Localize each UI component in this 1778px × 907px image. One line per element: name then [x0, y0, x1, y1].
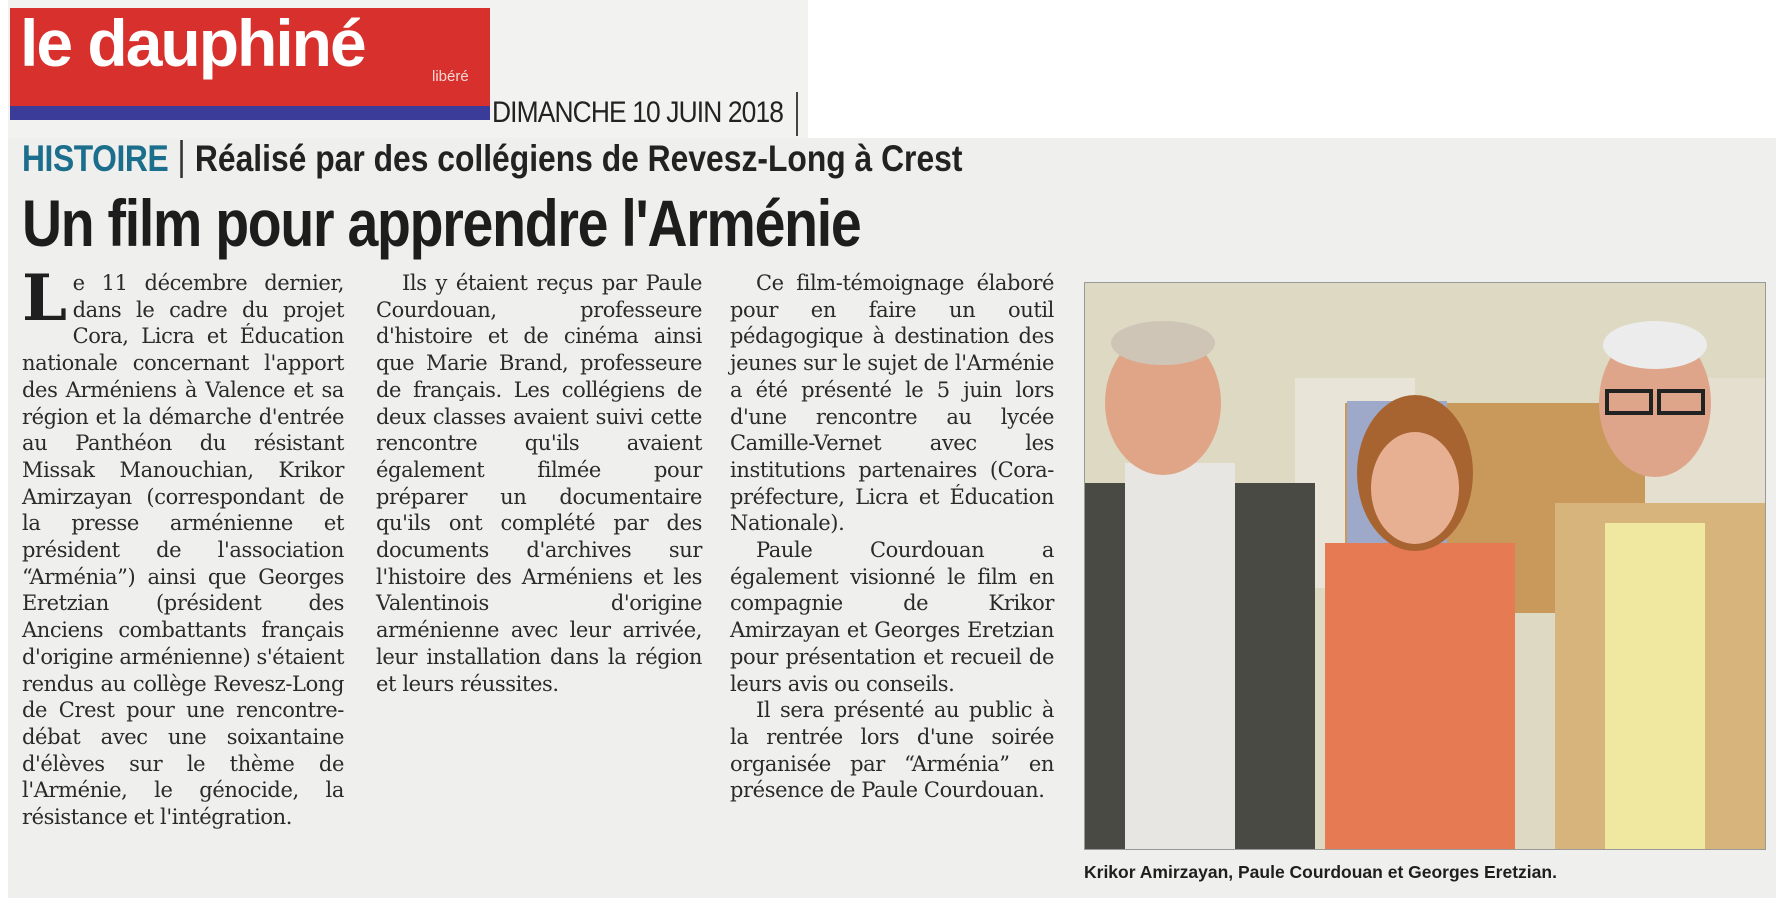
- newspaper-logo: le dauphiné: [20, 6, 365, 80]
- section-label: HISTOIRE: [22, 138, 169, 179]
- kicker-divider: [180, 140, 183, 178]
- paragraph-1-text: e 11 décembre dernier, dans le cadre du projet Cora, Licra et Éducation nationale concernant l'apport des Arméniens à Valence et sa région et la démarche d'entrée au Panthéon du résistant Missak Manouchian, Krikor Amirzayan (correspondant de la presse arménienne et président de l'association “Arménia”) ainsi que Georges Eretzian (président des Anciens combattants français d'origine arménienne) s'étaient rendus au collège Revesz-Long de Crest pour une rencontre-débat avec une soixantaine d'élèves sur le thème de l'Arménie, le génocide, la résistance et l'intégration.: [22, 271, 344, 830]
- date-divider: [796, 92, 798, 136]
- article-photo: [1084, 282, 1766, 850]
- photo-illustration: [1085, 283, 1765, 849]
- kicker-text: Réalisé par des collégiens de Revesz-Long à Crest: [194, 138, 963, 179]
- publication-date: DIMANCHE 10 JUIN 2018: [492, 96, 784, 129]
- article-kicker: [22, 138, 962, 180]
- newspaper-masthead: [10, 8, 490, 120]
- photo-caption: Krikor Amirzayan, Paule Courdouan et Georges Eretzian.: [1084, 862, 1557, 882]
- article-paragraph-3: Ce film-témoignage élaboré pour en faire un outil pédagogique à destination des jeunes sur le sujet de l'Arménie a été présenté le 5 juin lors d'une rencontre au lycée Camille-Vernet avec les institutions partenaires (Cora-préfecture, Licra et Éducation Nationale).: [730, 271, 1054, 536]
- article-paragraph-1: [22, 261, 344, 831]
- article-paragraph-2: Ils y étaient reçus par Paule Courdouan, professeure d'histoire et de cinéma ainsi que Marie Brand, professeure de français. Les collégiens de deux classes avaient suivi cette rencontre qu'ils avaient également filmée pour préparer un documentaire qu'ils ont complété par des documents d'archives sur l'histoire des Arméniens et les Valentinois d'origine arménienne avec leur arrivée, leur installation dans la région et leurs réussites.: [376, 271, 702, 696]
- article-column-3: [730, 270, 1054, 804]
- drop-cap: L: [22, 261, 67, 336]
- newspaper-logo-subtitle: libéré: [432, 68, 469, 85]
- article-column-2: [376, 270, 702, 697]
- article-column-1: [22, 261, 344, 831]
- article-paragraph-4: Paule Courdouan a également visionné le film en compagnie de Krikor Amirzayan et Georges Eretzian pour présentation et recueil de leurs avis ou conseils.: [730, 538, 1054, 696]
- article-headline: Un film pour apprendre l'Arménie: [22, 186, 861, 260]
- article-paragraph-5: Il sera présenté au public à la rentrée lors d'une soirée organisée par “Arménia” en présence de Paule Courdouan.: [730, 698, 1054, 803]
